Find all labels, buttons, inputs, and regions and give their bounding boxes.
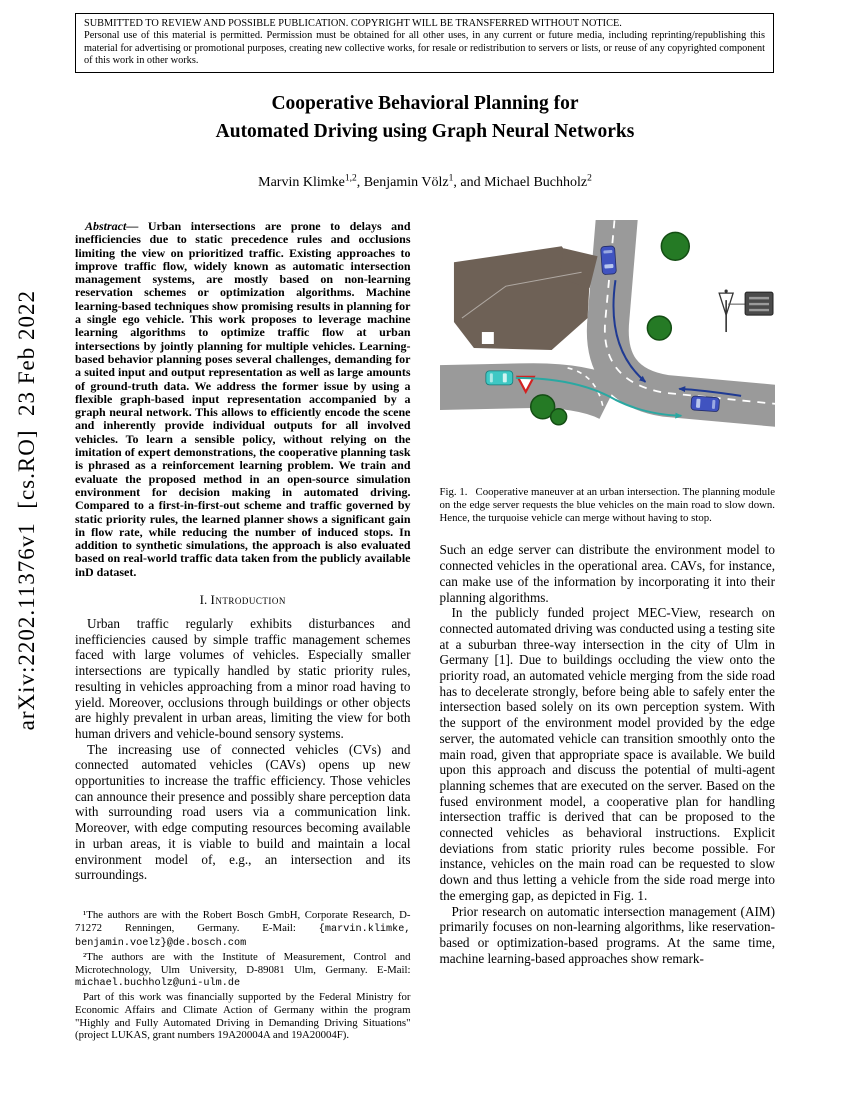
footnote-3: Part of this work was financially supported by the Federal Ministry for Economic Affairs and Climate Action of Germany within the program "Highly and Fully Automated Driving in Demanding Driving Situations" (project LUKAS, grant numbers 19A20004A and 19A20004F).: [75, 991, 411, 1042]
building-courtyard: [481, 332, 493, 344]
vehicle-blue-right: [690, 396, 719, 412]
building-shape: [453, 246, 597, 350]
notice-body: Personal use of this material is permitted. Permission must be obtained for all other uses, in any current or future media, including reprinting/republishing this material for advertising or promotional purposes, creating new collective works, for resale or redistribution to servers or lists, or reuse of any copyrighted component of this work in other works.: [84, 30, 765, 67]
tree-icon: [550, 409, 566, 425]
arxiv-watermark: arXiv:2202.11376v1 [cs.RO] 23 Feb 2022: [14, 290, 39, 731]
right-column: [440, 220, 776, 1042]
intro-paragraph-1: Urban traffic regularly exhibits disturbances and inefficiencies caused by simple traffic management schemes faced with large volumes of vehicles. Especially smaller intersections are typically handled by static priority rules, resulting in vehicles approaching from a minor road having to yield. Moreover, occlusions through buildings or other objects are highly prevalent in urban areas, limiting the view for both human drivers and vehicle-bound sensory systems.: [75, 616, 411, 741]
author-2: Benjamin Völz$^1$, and: [363, 173, 485, 190]
title-line-1: Cooperative Behavioral Planning for: [271, 93, 579, 114]
email-link-bosch[interactable]: {marvin.klimke, benjamin.voelz}@de.bosch.com: [75, 923, 411, 950]
footnotes: [75, 909, 411, 1042]
paper-title: [75, 90, 775, 146]
copyright-notice: [75, 13, 774, 73]
abstract-label: Abstract—: [85, 219, 139, 233]
author-1: Marvin Klimke$^{1,2}$,: [258, 173, 364, 190]
edge-server-icon: [745, 292, 773, 315]
section-heading-introduction: I. Introduction: [199, 592, 286, 608]
left-column: [75, 220, 411, 1042]
figure-1-caption: Fig. 1. Cooperative maneuver at an urban intersection. The planning module on the edge server requests the blue vehicles on the main road to slow down. Hence, the turquoise vehicle can merge without having to stop.: [439, 486, 775, 524]
footnote-1: ¹The authors are with the Robert Bosch GmbH, Corporate Research, D-71272 Renningen, Germany. E-Mail: {marvin.klimke, benjamin.voelz}@de.bosch.com: [75, 908, 411, 950]
footnote-2: ²The authors are with the Institute of Measurement, Control and Microtechnology, Ulm University, D-89081 Ulm, Germany. E-Mail: michael.buchholz@uni-ulm.de: [75, 951, 411, 990]
tree-icon: [661, 232, 689, 260]
antenna-icon: [719, 290, 733, 332]
figure1-illustration: [440, 220, 775, 460]
figure-1: [440, 220, 776, 524]
right-paragraph-2: In the publicly funded project MEC-View, research on connected automated driving was conducted using a testing site at a suburban three-way intersection in the city of Ulm in Germany [1]. Due to buildings occluding the view onto the priority road, an automated vehicle merging from the side road has to decelerate strongly, before being able to safely enter the intersection based solely on its own perception system. With the support of the environment model provided by the edge server, the automated vehicle can transition smoothly onto the main road, given that appropriate space is available. We build upon this approach and discuss the potential of multi-agent planning schemes that are executed on the server. Based on the fused environment model, a cooperative plan for handling intersection traffic is derived that can be proposed to the connected vehicles as behavioral instructions. Explicit deviations from static priority rules become possible. For instance, vehicles on the main road can be requested to slow down and thus letting a vehicle from the side road merge into the emerging gap, as depicted in Fig. 1.: [439, 605, 775, 903]
abstract-text: Urban intersections are prone to delays and inefficiencies due to static precedence rules and occlusions limiting the view on prioritized traffic. Existing approaches to improve traffic flow, widely known as automatic intersection management systems, are mostly based on non-learning reservation schemes or optimization algorithms. Machine learning-based techniques show promising results in planning for a single ego vehicle. This work proposes to leverage machine learning algorithms to optimize traffic flow at urban intersections by jointly planning for multiple vehicles. Learning-based behavior planning poses several challenges, demanding for a suited input and output representation as well as large amounts of ground-truth data. We address the former issue by using a flexible graph-based input representation accompanied by a graph neural network. This allows to efficiently encode the scene and inherently provide individual outputs for all involved vehicles. To learn a sensible policy, without relying on the imitation of expert demonstrations, the cooperative planning task is phrased as a reinforcement learning problem. We train and evaluate the proposed method in an open-source simulation environment for decision making in automated driving. Compared to a first-in-first-out scheme and traffic governed by static priority rules, the learned planner shows a significant gain in flow rate, while reducing the number of induced stops. In addition to synthetic simulations, the approach is also evaluated based on real-world traffic data taken from the publicly available inD dataset.: [75, 219, 411, 579]
vehicle-blue-top: [600, 246, 616, 275]
vehicle-turquoise: [485, 371, 512, 385]
notice-heading: SUBMITTED TO REVIEW AND POSSIBLE PUBLICATION. COPYRIGHT WILL BE TRANSFERRED WITHOUT NOTICE.: [84, 18, 622, 29]
email-link-ulm[interactable]: michael.buchholz@uni-ulm.de: [75, 978, 241, 990]
authors-line: [75, 173, 775, 191]
author-3: Michael Buchholz$^2$: [484, 173, 592, 190]
right-paragraph-1: Such an edge server can distribute the environment model to connected vehicles in the operational area. CAVs, for instance, can make use of the information by incorporating it into their planning algorithms.: [439, 542, 775, 605]
intro-paragraph-2: The increasing use of connected vehicles (CVs) and connected automated vehicles (CAVs) opens up new opportunities to increase the traffic efficiency. Those vehicles can announce their presence and possibly share perception data with surrounding road users via a communication link. Moreover, with edge computing resources becoming available in urban areas, it is viable to build and maintain a local environment model of, e.g., an intersection and its surroundings.: [75, 741, 411, 883]
two-column-body: [75, 220, 775, 1042]
title-line-2: Automated Driving using Graph Neural Networks: [215, 121, 635, 142]
abstract: [75, 220, 411, 579]
tree-icon: [647, 316, 671, 340]
right-paragraph-3: Prior research on automatic intersection management (AIM) primarily focuses on non-learning algorithms, like reservation-based or optimization-based programs. At the same time, machine learning-based approaches show remark-: [439, 903, 775, 966]
